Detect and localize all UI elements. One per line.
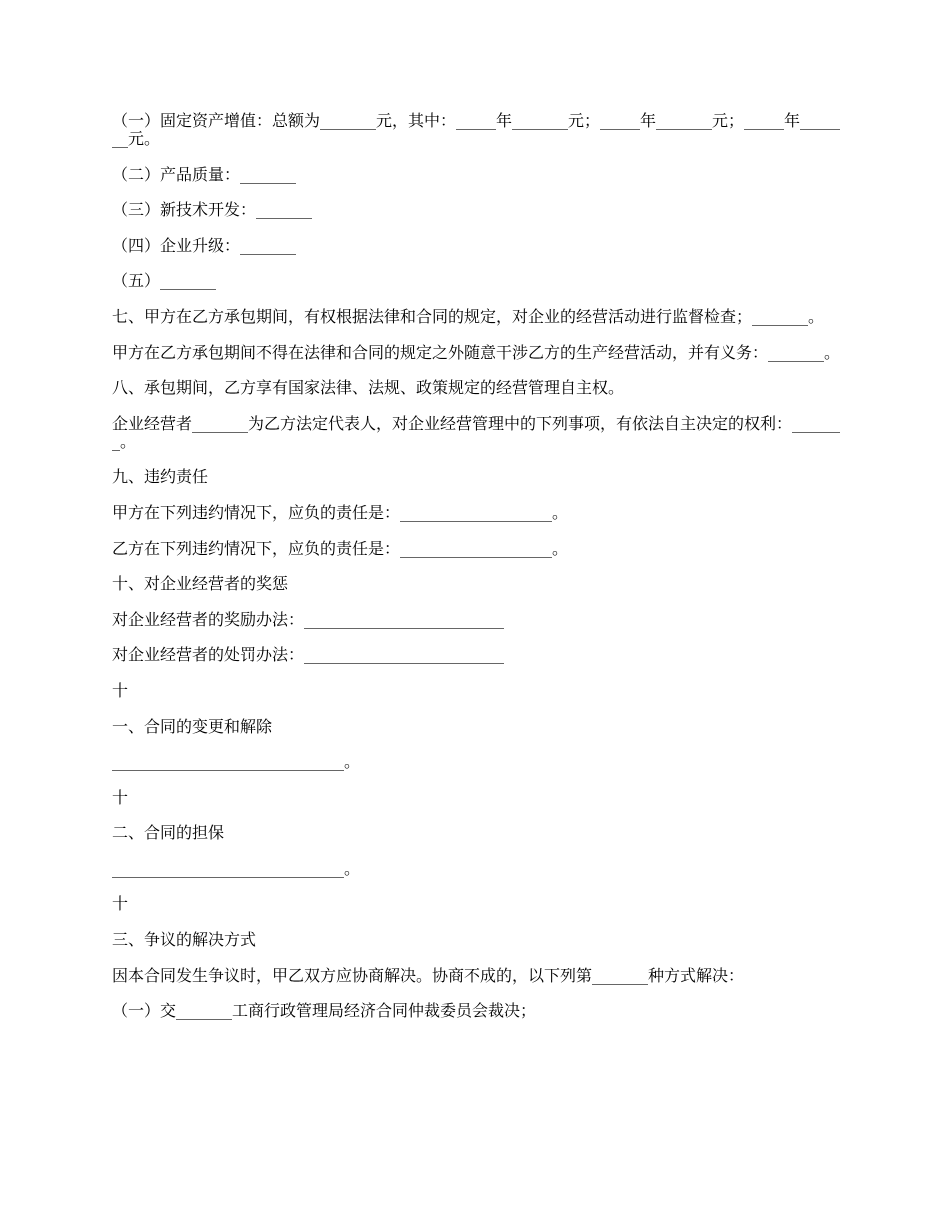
legal-representative-clause: 企业经营者_______为乙方法定代表人，对企业经营管理中的下列事项，有依法自主决定的权利：_______。 <box>112 413 841 451</box>
new-tech-clause: （三）新技术开发：_______ <box>112 200 313 220</box>
section-thirteen-heading: 三、争议的解决方式 <box>112 930 257 950</box>
party-a-obligation: 甲方在乙方承包期间不得在法律和合同的规定之外随意干涉乙方的生产经营活动，并有义务：_______。 <box>112 342 841 362</box>
fixed-asset-clause: （一）固定资产增值：总额为_______元，其中：_____年_______元；_____年_______元；_____年_______元。 <box>112 111 841 148</box>
enterprise-upgrade-clause: （四）企业升级：_______ <box>112 235 297 255</box>
other-clause-five: （五）_______ <box>112 271 217 291</box>
section-ten-heading: 十、对企业经营者的奖惩 <box>112 574 289 594</box>
section-eleven-heading: 一、合同的变更和解除 <box>112 716 273 736</box>
arbitration-option-one: （一）交_______工商行政管理局经济合同仲裁委员会裁决； <box>112 1001 537 1021</box>
section-nine-heading: 九、违约责任 <box>112 467 209 487</box>
section-eleven-prefix: 十 <box>112 680 129 700</box>
amendment-blank: _____________________________。 <box>112 752 361 772</box>
dispute-resolution-clause: 因本合同发生争议时，甲乙双方应协商解决。协商不成的，以下列第_______种方式解决： <box>112 965 745 985</box>
document-page <box>112 112 842 1038</box>
reward-method: 对企业经营者的奖励办法：_________________________ <box>112 609 505 629</box>
section-twelve-prefix: 十 <box>112 787 129 807</box>
penalty-method: 对企业经营者的处罚办法：_________________________ <box>112 645 505 665</box>
section-twelve-heading: 二、合同的担保 <box>112 823 225 843</box>
section-thirteen-prefix: 十 <box>112 894 129 914</box>
section-eight-autonomy: 八、承包期间，乙方享有国家法律、法规、政策规定的经营管理自主权。 <box>112 378 625 398</box>
guarantee-blank: _____________________________。 <box>112 858 361 878</box>
party-a-liability: 甲方在下列违约情况下，应负的责任是：___________________。 <box>112 502 569 522</box>
product-quality-clause: （二）产品质量：_______ <box>112 164 297 184</box>
section-seven-supervision: 七、甲方在乙方承包期间，有权根据法律和合同的规定，对企业的经营活动进行监督检查；_______。 <box>112 306 825 326</box>
party-b-liability: 乙方在下列违约情况下，应负的责任是：___________________。 <box>112 538 569 558</box>
